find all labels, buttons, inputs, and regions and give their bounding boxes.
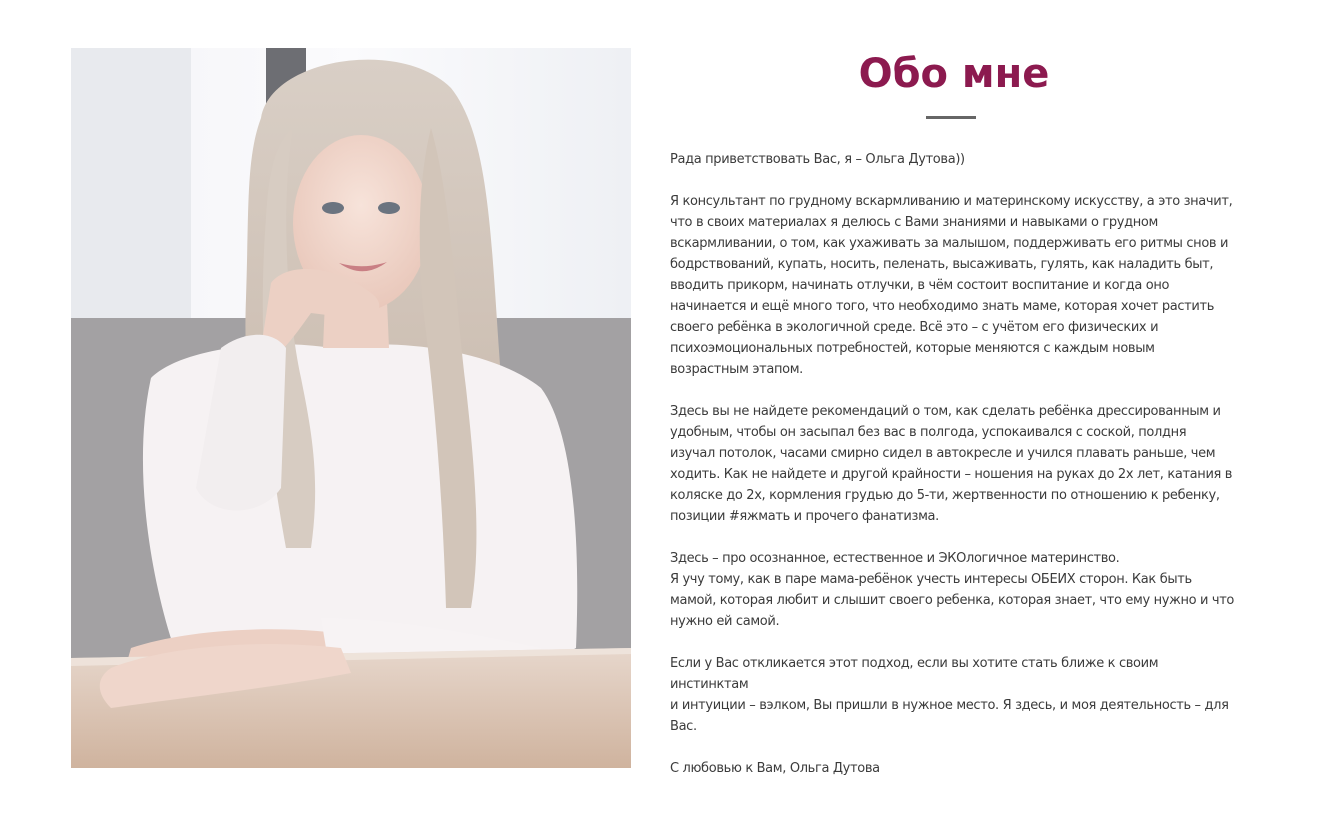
author-photo — [71, 48, 631, 768]
text-line: Здесь – про осознанное, естественное и ЭКОлогичное материнство. — [670, 551, 1120, 566]
text-line: вскармливании, о том, как ухаживать за малышом, поддерживать его ритмы снов и — [670, 236, 1229, 251]
signature: С любовью к Вам, Ольга Дутова — [670, 761, 880, 776]
title-divider — [926, 116, 976, 119]
text-line: вводить прикорм, начинать отлучки, в чём состоит воспитание и когда оно — [670, 278, 1170, 293]
paragraph-welcome — [670, 653, 1238, 737]
text-line: своего ребёнка в экологичной среде. Всё это – с учётом его физических и — [670, 320, 1159, 335]
text-line: Здесь вы не найдете рекомендаций о том, как сделать ребёнка дрессированным и — [670, 404, 1221, 419]
about-section — [670, 48, 1238, 779]
text-line: удобным, чтобы он засыпал без вас в полгода, успокаивался с соской, полдня — [670, 425, 1187, 440]
page-title: Обо мне — [858, 51, 1050, 97]
paragraph-not-here — [670, 401, 1238, 527]
about-text — [670, 149, 1238, 779]
text-line: позиции #яжмать и прочего фанатизма. — [670, 509, 939, 524]
text-line: бодрствований, купать, носить, пеленать, высаживать, гулять, как наладить быт, — [670, 257, 1214, 272]
paragraph-mindful — [670, 548, 1238, 632]
text-line: и интуиции – вэлком, Вы пришли в нужное место. Я здесь, и моя деятельность – для — [670, 698, 1229, 713]
text-line: Я учу тому, как в паре мама-ребёнок учесть интересы ОБЕИХ сторон. Как быть — [670, 572, 1192, 587]
text-line: начинается и ещё много того, что необходимо знать маме, которая хочет растить — [670, 299, 1215, 314]
text-line: ходить. Как не найдете и другой крайности – ношения на руках до 2х лет, катания в — [670, 467, 1233, 482]
paragraph-consultant — [670, 191, 1238, 380]
text-line: что в своих материалах я делюсь с Вами знаниями и навыками о грудном — [670, 215, 1158, 230]
text-line: нужно ей самой. — [670, 614, 780, 629]
text-line: коляске до 2х, кормления грудью до 5-ти, жертвенности по отношению к ребенку, — [670, 488, 1220, 503]
text-line: изучал потолок, часами смирно сидел в автокресле и учился плавать раньше, чем — [670, 446, 1216, 461]
text-line: Если у Вас откликается этот подход, если вы хотите стать ближе к своим инстинктам — [670, 656, 1159, 692]
text-line: мамой, которая любит и слышит своего ребенка, которая знает, что ему нужно и что — [670, 593, 1235, 608]
text-line: Вас. — [670, 719, 697, 734]
text-line: Я консультант по грудному вскармливанию и материнскому искусству, а это значит, — [670, 194, 1233, 209]
text-line: возрастным этапом. — [670, 362, 803, 377]
text-line: психоэмоциональных потребностей, которые меняются с каждым новым — [670, 341, 1155, 356]
greeting-paragraph: Рада приветствовать Вас, я – Ольга Дутова)) — [670, 152, 965, 167]
